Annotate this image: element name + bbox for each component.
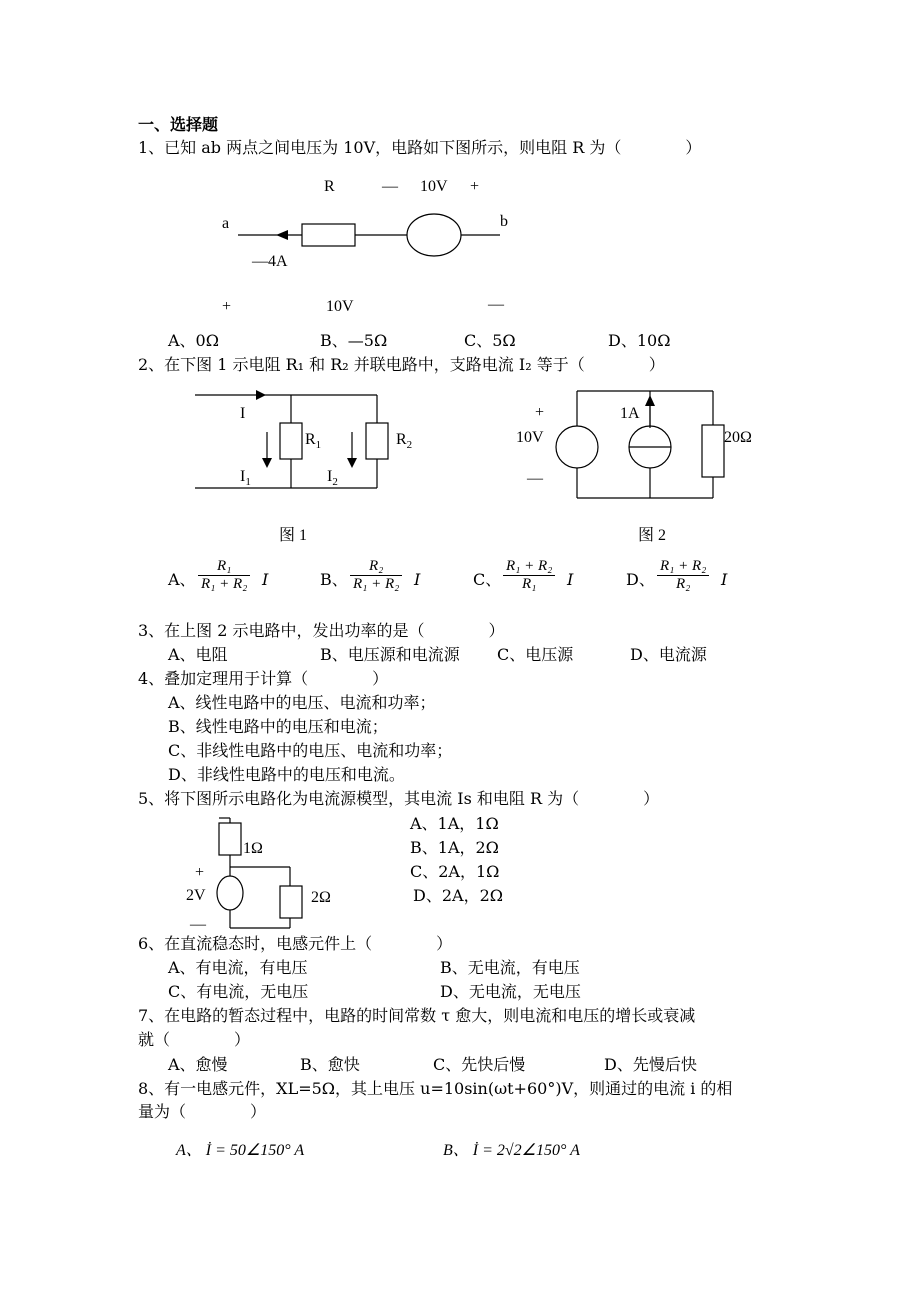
q5-label-1ohm: 1Ω: [243, 840, 263, 857]
q2-option-c-numerator: R₁ + R₂: [503, 558, 555, 576]
q4-option-d: D、非线性电路中的电压和电流。: [168, 765, 405, 784]
question-5-text: 5、将下图所示电路化为电流源模型，其电流 Is 和电阻 R 为（ ）: [138, 789, 660, 808]
question-2-text: 2、在下图 1 示电阻 R₁ 和 R₂ 并联电路中，支路电流 I₂ 等于（ ）: [138, 355, 665, 374]
question-8-text-line1: 8、有一电感元件，XL=5Ω，其上电压 u=10sin(ωt+60°)V，则通过的电流 i 的相: [138, 1079, 733, 1098]
q2-option-d-tail: I: [721, 570, 728, 589]
q5-resistor-2ohm: [280, 886, 302, 918]
q1-label-current: —4A: [252, 253, 288, 270]
q4-option-a: A、线性电路中的电压、电流和功率；: [168, 693, 436, 712]
question-6-text: 6、在直流稳态时，电感元件上（ ）: [138, 934, 453, 953]
q1-label-minus-top: —: [382, 178, 398, 195]
q6-option-d: D、无电流，无电压: [440, 982, 581, 1001]
q7-option-a: A、愈慢: [168, 1055, 228, 1074]
q3-option-b: B、电压源和电流源: [320, 645, 460, 664]
question-1-text: 1、已知 ab 两点之间电压为 10V，电路如下图所示，则电阻 R 为（ ）: [138, 138, 702, 157]
q4-option-c: C、非线性电路中的电压、电流和功率；: [168, 741, 453, 760]
q1-label-10v-bottom: 10V: [326, 298, 354, 315]
q1-option-d: D、10Ω: [608, 331, 671, 350]
q1-label-minus-bottom: —: [488, 296, 504, 313]
q2-option-b-numerator: R₂: [350, 558, 402, 576]
q1-label-10v-top: 10V: [420, 178, 448, 195]
q1-option-b: B、—5Ω: [320, 331, 388, 350]
q2-option-d-denominator: R₂: [676, 576, 691, 592]
fig1-label-r2: $R_2$: [396, 431, 413, 451]
q6-option-a: A、有电流，有电压: [168, 958, 308, 977]
q1-label-plus-top: +: [470, 178, 480, 195]
q7-option-d: D、先慢后快: [604, 1055, 697, 1074]
fig1-label-i: I: [240, 405, 246, 422]
q1-label-plus-bottom: +: [222, 298, 232, 315]
q5-option-a: A、1A，1Ω: [410, 814, 499, 833]
q2-option-c-tail: I: [567, 570, 574, 589]
q5-label-2ohm: 2Ω: [311, 889, 331, 906]
fig2-caption: 图 2: [638, 527, 667, 544]
q2-option-a-numerator: R₁: [198, 558, 250, 576]
q5-label-plus: +: [195, 864, 205, 881]
q3-option-c: C、电压源: [497, 645, 574, 664]
question-4-text: 4、叠加定理用于计算（ ）: [138, 669, 389, 688]
fig1-caption: 图 1: [279, 527, 308, 544]
question-8-text-line2: 量为（ ）: [138, 1102, 267, 1121]
q6-option-c: C、有电流，无电压: [168, 982, 309, 1001]
fig2-label-1a: 1A: [620, 405, 640, 422]
q1-option-c: C、5Ω: [464, 331, 516, 350]
q1-label-r: R: [324, 178, 335, 195]
fig1-label-r1: $R_1$: [305, 431, 322, 451]
q2-option-b-tail: I: [414, 570, 421, 589]
q8-option-b: B、 İ = 2√2∠150° A: [443, 1142, 580, 1159]
fig1-label-i1: $I_1$: [240, 468, 251, 488]
q3-option-d: D、电流源: [630, 645, 707, 664]
q5-resistor-1ohm: [219, 823, 241, 855]
q7-option-c: C、先快后慢: [433, 1055, 526, 1074]
q2-option-a-denominator: R₁ + R₂: [201, 576, 248, 592]
q4-option-b: B、线性电路中的电压和电流；: [168, 717, 388, 736]
q5-label-minus: —: [190, 916, 206, 933]
q3-option-a: A、电阻: [168, 645, 228, 664]
q2-option-b-prefix: B、: [320, 570, 348, 589]
fig2-label-10v: 10V: [516, 429, 544, 446]
q5-label-2v: 2V: [186, 887, 206, 904]
q7-option-b: B、愈快: [300, 1055, 360, 1074]
q1-option-a: A、0Ω: [168, 331, 220, 350]
q2-option-b-denominator: R₁ + R₂: [353, 576, 400, 592]
q2-option-d-prefix: D、: [626, 570, 655, 589]
q5-option-c: C、2A，1Ω: [410, 862, 500, 881]
fig2-label-plus: +: [535, 404, 545, 421]
q2-option-a-tail: I: [262, 570, 269, 589]
fig2-label-minus: —: [527, 470, 543, 487]
q2-option-a-prefix: A、: [168, 570, 196, 589]
q2-option-c-prefix: C、: [473, 570, 502, 589]
q5-voltage-source: [217, 876, 243, 910]
q5-option-b: B、1A，2Ω: [410, 838, 499, 857]
q1-label-a: a: [222, 215, 230, 232]
q1-label-b: b: [500, 213, 508, 230]
q2-option-c-denominator: R₁: [522, 576, 537, 592]
question-7-text-line1: 7、在电路的暂态过程中，电路的时间常数 τ 愈大，则电流和电压的增长或衰减: [138, 1006, 696, 1025]
q8-option-a: A、 İ = 50∠150° A: [176, 1142, 305, 1159]
q2-option-d-numerator: R₁ + R₂: [657, 558, 709, 576]
fig2-label-20ohm: 20Ω: [724, 429, 752, 446]
question-7-text-line2: 就（ ）: [138, 1030, 251, 1049]
q5-option-d: D、2A，2Ω: [413, 886, 504, 905]
section-title: 一、选择题: [138, 115, 219, 134]
fig1-label-i2: $I_2$: [327, 468, 338, 488]
q6-option-b: B、无电流，有电压: [440, 958, 580, 977]
question-3-text: 3、在上图 2 示电路中，发出功率的是（ ）: [138, 621, 505, 640]
